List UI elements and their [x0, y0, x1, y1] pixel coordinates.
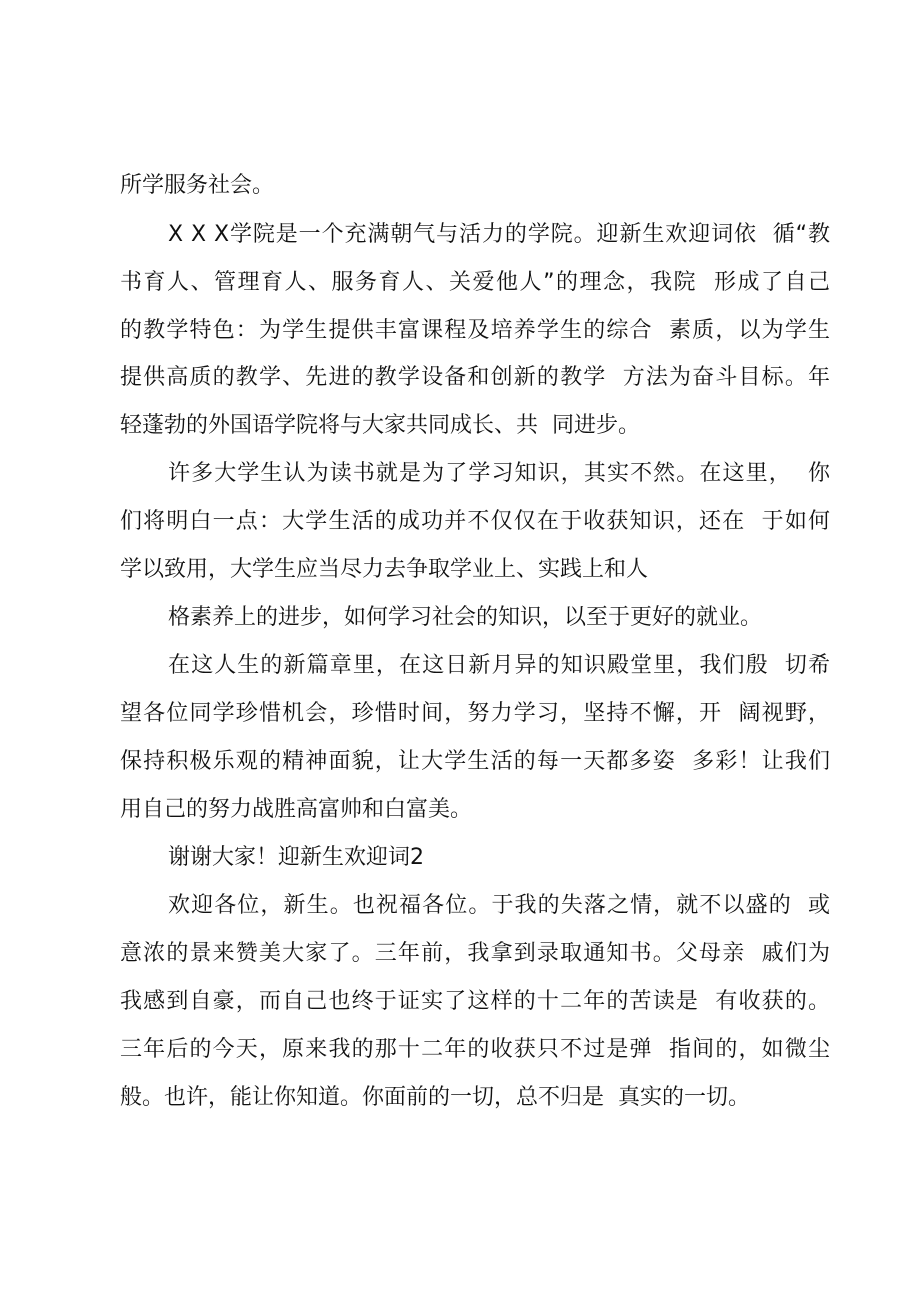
text-line-11: 在这人生的新篇章里，在这日新月异的知识殿堂里，我们殷 切希	[168, 653, 830, 678]
text-line-13: 保持积极乐观的精神面貌，让大学生活的每一天都多姿 多彩！让我们	[120, 749, 830, 774]
text-line-9: 学以致用，大学生应当尽力去争取学业上、实践上和人	[120, 557, 649, 582]
text-line-14: 用自己的努力战胜高富帅和白富美。	[120, 797, 473, 822]
text-line-3: 书育人、管理育人、服务育人、关爱他人”的理念，我院 形成了自己	[120, 270, 830, 295]
text-line-15: 谢谢大家！迎新生欢迎词2	[168, 845, 424, 870]
text-line-16: 欢迎各位，新生。也祝福各位。于我的失落之情，就不以盛的 或	[168, 893, 830, 918]
text-line-20: 般。也许，能让你知道。你面前的一切，总不归是 真实的一切。	[120, 1085, 750, 1110]
text-line-7: 许多大学生认为读书就是为了学习知识，其实不然。在这里， 你	[168, 461, 830, 486]
text-line-1: 所学服务社会。	[120, 173, 275, 198]
text-line-2: X X X学院是一个充满朝气与活力的学院。迎新生欢迎词依 循“教	[168, 222, 830, 247]
text-line-8: 们将明白一点：大学生活的成功并不仅仅在于收获知识，还在 于如何	[120, 509, 830, 534]
text-line-17: 意浓的景来赞美大家了。三年前，我拿到录取通知书。父母亲 戚们为	[120, 941, 830, 966]
text-line-19: 三年后的今天，原来我的那十二年的收获只不过是弹 指间的，如微尘	[120, 1037, 830, 1062]
text-line-4: 的教学特色：为学生提供丰富课程及培养学生的综合 素质，以为学生	[120, 318, 830, 343]
text-line-10: 格素养上的进步，如何学习社会的知识，以至于更好的就业。	[168, 605, 763, 630]
text-line-5: 提供高质的教学、先进的教学设备和创新的教学 方法为奋斗目标。年	[120, 365, 830, 390]
text-line-6: 轻蓬勃的外国语学院将与大家共同成长、共 同进步。	[120, 413, 640, 438]
text-line-18: 我感到自豪，而自己也终于证实了这样的十二年的苦读是 有收获的。	[120, 989, 830, 1014]
text-line-12: 望各位同学珍惜机会，珍惜时间，努力学习，坚持不懈，开 阔视野，	[120, 701, 830, 726]
